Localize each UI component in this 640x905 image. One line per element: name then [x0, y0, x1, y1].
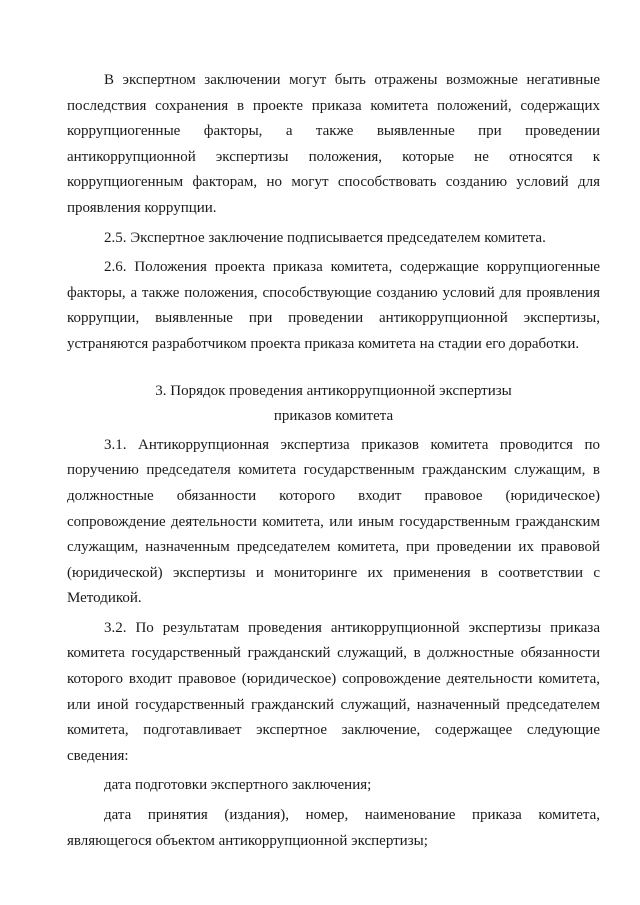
paragraph-2-6: 2.6. Положения проекта приказа комитета, содержащие коррупциогенные факторы, а также положения, способствующие созданию условий для проявления коррупции, выявленные при проведении антикоррупционной экспертизы, устраняются разработчиком проекта приказа комитета на стадии его доработки. — [67, 259, 600, 352]
list-item-preparation-date: дата подготовки экспертного заключения; — [104, 777, 372, 794]
section-3-heading-line-1: 3. Порядок проведения антикоррупционной экспертизы — [155, 382, 512, 399]
list-item-adoption-date: дата принятия (издания), номер, наименование приказа комитета, являющегося объектом антикоррупционной экспертизы; — [67, 807, 600, 849]
section-3-heading-line-2: приказов комитета — [273, 408, 394, 425]
paragraph-3-1: 3.1. Антикоррупционная экспертиза приказов комитета проводится по поручению председателя комитета государственным гражданским служащим, в должностные обязанности которого входит правовое (юридическое) сопровождение деятельности комитета, или иным государственным гражданским служащим, назначенным председателем комитета, при проведении их правовой (юридической) экспертизы и мониторинге их применения в соответствии с Методикой. — [67, 436, 600, 607]
document-page — [67, 68, 600, 854]
paragraph-negative-consequences: В экспертном заключении могут быть отражены возможные негативные последствия сохранения в проекте приказа комитета положений, содержащих коррупциогенные факторы, а также выявленные при проведении антикоррупционной экспертизы положения, которые не относятся к коррупциогенным факторам, но могут способствовать созданию условий для проявления коррупции. — [67, 72, 600, 216]
section-3-heading — [67, 379, 600, 430]
paragraph-2-5: 2.5. Экспертное заключение подписывается председателем комитета. — [104, 229, 546, 246]
paragraph-3-2: 3.2. По результатам проведения антикоррупционной экспертизы приказа комитета государственный гражданский служащий, в должностные обязанности которого входит правовое (юридическое) сопровождение деятельности комитета, или иной государственный гражданский служащий, назначенный председателем комитета, подготавливает экспертное заключение, содержащее следующие сведения: — [67, 619, 600, 764]
